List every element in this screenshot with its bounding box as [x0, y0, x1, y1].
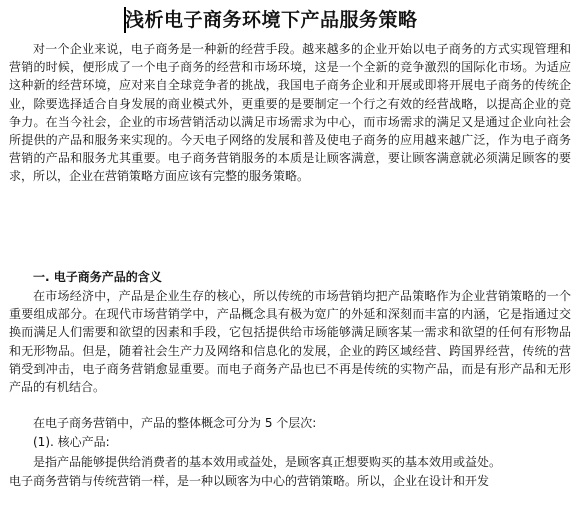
section-1-paragraph: 在市场经济中，产品是企业生存的核心，所以传统的市场营销均把产品策略作为企业营销策略的一个重要组成部分。在现代市场营销学中，产品概念具有极为宽广的外延和深刻而丰富的内涵，它是指通过交换而满足人们需要和欲望的因素和手段，它包括提供给市场能够满足顾客某一需求和欲望的任何有形物品和无形物品。但是，随着社会生产力及网络和信息化的发展，企业的跨区域经营、跨国界经营，传统的营销受到冲击，电子商务营销愈显重要。而电子商务产品也已不再是传统的实物产品，而是有形产品和无形产品的有机结合。	[9, 289, 571, 395]
levels-intro-line: 在电子商务营销中，产品的整体概念可分为 5 个层次:	[33, 416, 317, 430]
core-product-label: (1). 核心产品:	[33, 435, 110, 449]
intro-paragraph: 对一个企业来说，电子商务是一种新的经营手段。越来越多的企业开始以电子商务的方式实现管理和营销的时候，便形成了一个电子商务的经营和市场环境，这是一个全新的竞争激烈的国际化市场。为适应这种新的经营环境，应对来自全球竞争者的挑战，我国电子商务企业和开展或即将开展电子商务的传统企业，除要选择适合自身发展的商业模式外，更重要的是要制定一个行之有效的经营战略，以提高企业的竞争力。在当今社会，企业的市场营销活动以满足市场需求为中心，而市场需求的满足又是通过企业向社会所提供的产品和服务来实现的。今天电子网络的发展和普及使电子商务的应用越来越广泛，作为电子商务营销的产品和服务尤其重要。电子商务营销服务的本质是让顾客满意，要让顾客满意就必须满足顾客的要求，所以，企业在营销策略方面应该有完整的服务策略。	[9, 42, 571, 184]
section-1-heading: 一. 电子商务产品的含义	[33, 270, 162, 284]
core-product-line-1: 是指产品能够提供给消费者的基本效用或益处，是顾客真正想要购买的基本效用或益处。	[33, 455, 502, 469]
core-product-line-2: 电子商务营销与传统营销一样，是一种以顾客为中心的营销策略。所以，企业在设计和开发	[9, 474, 490, 488]
document-title: 浅析电子商务环境下产品服务策略	[125, 9, 418, 31]
